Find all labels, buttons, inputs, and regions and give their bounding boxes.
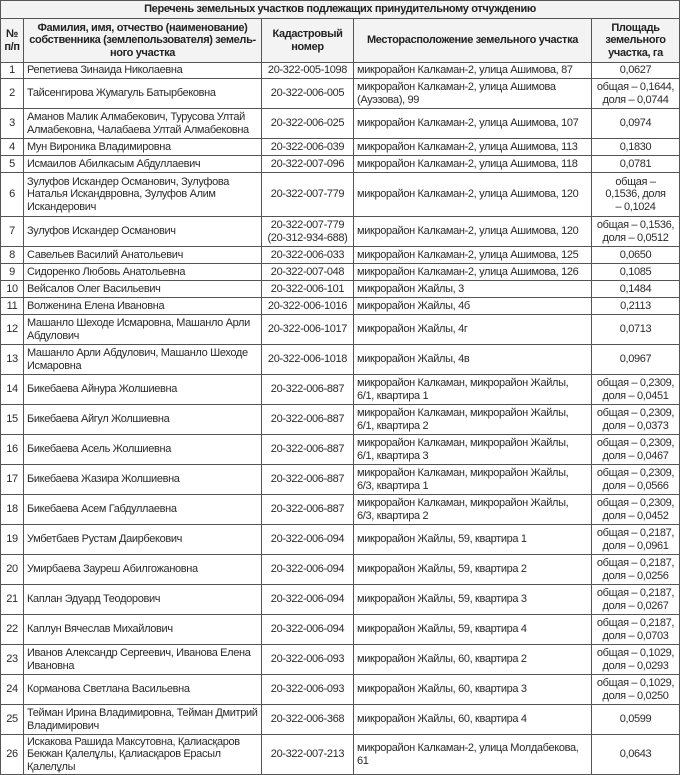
area-cell: общая – 0,1644, доля – 0,0744: [592, 79, 680, 109]
location-cell: микрорайон Калкаман-2, улица Ашимова, 125: [354, 247, 592, 264]
owner-cell: Вейсалов Олег Васильевич: [24, 281, 262, 298]
table-row: [1, 173, 680, 217]
owner-cell: Тайсенгирова Жумагуль Батырбековна: [24, 79, 262, 109]
row-number: 6: [1, 173, 24, 217]
location-cell: микрорайон Калкаман, микрорайон Жайлы, 6/3, квартира 2: [354, 495, 592, 525]
row-number: 26: [1, 735, 24, 775]
header-area: Площадь земельного участка, га: [592, 19, 680, 63]
location-cell: микрорайон Калкаман-2, улица Ашимова, 107: [354, 109, 592, 139]
row-number: 1: [1, 63, 24, 79]
row-number: 20: [1, 555, 24, 585]
location-cell: микрорайон Жайлы, 59, квартира 1: [354, 525, 592, 555]
row-number: 12: [1, 315, 24, 345]
row-number: 13: [1, 345, 24, 375]
location-cell: микрорайон Калкаман-2, улица Молдабекова, 61: [354, 735, 592, 775]
location-cell: микрорайон Жайлы, 60, квартира 4: [354, 705, 592, 735]
area-cell: общая – 0,2187, доля – 0,0703: [592, 615, 680, 645]
area-cell: 0,1085: [592, 264, 680, 281]
cadastral-cell: 20-322-006-094: [262, 555, 354, 585]
row-number: 2: [1, 79, 24, 109]
owner-cell: Искакова Рашида Максутовна, Қалиасқаров Бекжан Қалелұлы, Қалиасқаров Ерасыл Қалелұлы: [24, 735, 262, 775]
cadastral-cell: 20-322-006-094: [262, 525, 354, 555]
header-owner: Фамилия, имя, отчество (наименование) собственника (землепользователя) земель- ного участка: [24, 19, 262, 63]
area-cell: общая – 0,2309, доля – 0,0467: [592, 435, 680, 465]
cadastral-cell: 20-322-006-368: [262, 705, 354, 735]
row-number: 21: [1, 585, 24, 615]
row-number: 8: [1, 247, 24, 264]
location-cell: микрорайон Жайлы, 60, квартира 3: [354, 675, 592, 705]
location-cell: микрорайон Жайлы, 3: [354, 281, 592, 298]
location-cell: микрорайон Жайлы, 59, квартира 4: [354, 615, 592, 645]
row-number: 4: [1, 139, 24, 156]
owner-cell: Корманова Светлана Васильевна: [24, 675, 262, 705]
area-cell: общая – 0,1536, доля – 0,0512: [592, 217, 680, 247]
cadastral-cell: 20-322-006-005: [262, 79, 354, 109]
owner-cell: Зулуфов Искандер Османович: [24, 217, 262, 247]
location-cell: микрорайон Жайлы, 4г: [354, 315, 592, 345]
table-row: [1, 156, 680, 173]
row-number: 25: [1, 705, 24, 735]
area-cell: общая – 0,2187, доля – 0,0961: [592, 525, 680, 555]
row-number: 5: [1, 156, 24, 173]
owner-cell: Каплун Вячеслав Михайлович: [24, 615, 262, 645]
owner-cell: Умирбаева Зауреш Абилгожановна: [24, 555, 262, 585]
area-cell: 0,2113: [592, 298, 680, 315]
cadastral-cell: 20-322-006-1018: [262, 345, 354, 375]
owner-cell: Умбетбаев Рустам Даирбекович: [24, 525, 262, 555]
cadastral-cell: 20-322-006-887: [262, 465, 354, 495]
cadastral-cell: 20-322-006-039: [262, 139, 354, 156]
owner-cell: Каплан Эдуард Теодорович: [24, 585, 262, 615]
cadastral-cell: 20-322-006-093: [262, 645, 354, 675]
table-row: [1, 281, 680, 298]
owner-cell: Иванов Александр Сергеевич, Иванова Елена Ивановна: [24, 645, 262, 675]
table-row: [1, 109, 680, 139]
owner-cell: Сидоренко Любовь Анатольевна: [24, 264, 262, 281]
cadastral-cell: 20-322-006-887: [262, 405, 354, 435]
location-cell: микрорайон Жайлы, 59, квартира 3: [354, 585, 592, 615]
row-number: 24: [1, 675, 24, 705]
owner-cell: Бикебаева Асем Габдуллаевна: [24, 495, 262, 525]
area-cell: общая – 0,2309, доля – 0,0566: [592, 465, 680, 495]
row-number: 3: [1, 109, 24, 139]
location-cell: микрорайон Калкаман, микрорайон Жайлы, 6/1, квартира 1: [354, 375, 592, 405]
row-number: 11: [1, 298, 24, 315]
cadastral-cell: 20-322-006-093: [262, 675, 354, 705]
cadastral-cell: 20-322-006-033: [262, 247, 354, 264]
table-row: [1, 315, 680, 345]
header-location: Месторасположение земельного участка: [354, 19, 592, 63]
table-row: [1, 675, 680, 705]
owner-cell: Исмаилов Абилкасым Абдуллаевич: [24, 156, 262, 173]
owner-cell: Бикебаева Айнура Жолшиевна: [24, 375, 262, 405]
area-cell: общая – 0,2309, доля – 0,0451: [592, 375, 680, 405]
cadastral-cell: 20-322-007-048: [262, 264, 354, 281]
cadastral-cell: 20-322-006-094: [262, 585, 354, 615]
location-cell: микрорайон Калкаман-2, улица Ашимова, 126: [354, 264, 592, 281]
table-row: [1, 735, 680, 775]
location-cell: микрорайон Жайлы, 59, квартира 2: [354, 555, 592, 585]
table-row: [1, 435, 680, 465]
owner-cell: Мун Вироника Владимировна: [24, 139, 262, 156]
cadastral-cell: 20-322-006-887: [262, 375, 354, 405]
area-cell: 0,0967: [592, 345, 680, 375]
table-row: [1, 79, 680, 109]
location-cell: микрорайон Жайлы, 4в: [354, 345, 592, 375]
area-cell: общая – 0,1029, доля – 0,0293: [592, 645, 680, 675]
area-cell: 0,0974: [592, 109, 680, 139]
table-row: [1, 247, 680, 264]
header-num: № п/п: [1, 19, 24, 63]
table-row: [1, 63, 680, 79]
location-cell: микрорайон Калкаман-2, улица Ашимова, 87: [354, 63, 592, 79]
area-cell: 0,0627: [592, 63, 680, 79]
location-cell: микрорайон Калкаман-2, улица Ашимова, 120: [354, 217, 592, 247]
table-row: [1, 465, 680, 495]
cadastral-cell: 20-322-006-101: [262, 281, 354, 298]
table-row: [1, 495, 680, 525]
location-cell: микрорайон Калкаман-2, улица Ашимова (Ауэзова), 99: [354, 79, 592, 109]
table-row: [1, 555, 680, 585]
location-cell: микрорайон Калкаман-2, улица Ашимова, 113: [354, 139, 592, 156]
row-number: 23: [1, 645, 24, 675]
table-row: [1, 705, 680, 735]
table-title: Перечень земельных участков подлежащих принудительному отчуждению: [1, 1, 680, 19]
location-cell: микрорайон Калкаман, микрорайон Жайлы, 6/3, квартира 1: [354, 465, 592, 495]
table-row: [1, 405, 680, 435]
header-cadastral: Кадастровый номер: [262, 19, 354, 63]
table-row: [1, 217, 680, 247]
location-cell: микрорайон Калкаман-2, улица Ашимова, 118: [354, 156, 592, 173]
owner-cell: Аманов Малик Алмабекович, Турусова Ултай Алмабековна, Чалабаева Ултай Алмабековна: [24, 109, 262, 139]
row-number: 18: [1, 495, 24, 525]
cadastral-cell: 20-322-005-1098: [262, 63, 354, 79]
row-number: 15: [1, 405, 24, 435]
row-number: 10: [1, 281, 24, 298]
table-row: [1, 345, 680, 375]
owner-cell: Зулуфов Искандер Османович, Зулуфова Наталья Искандвровна, Зулуфов Алим Искандерович: [24, 173, 262, 217]
area-cell: общая – 0,2187, доля – 0,0267: [592, 585, 680, 615]
owner-cell: Машанло Арли Абдулович, Машанло Шеходе Исмаровна: [24, 345, 262, 375]
row-number: 7: [1, 217, 24, 247]
area-cell: общая – 0,1029, доля – 0,0250: [592, 675, 680, 705]
location-cell: микрорайон Жайлы, 4б: [354, 298, 592, 315]
area-cell: общая – 0,2309, доля – 0,0373: [592, 405, 680, 435]
cadastral-cell: 20-322-006-1017: [262, 315, 354, 345]
owner-cell: Савельев Василий Анатольевич: [24, 247, 262, 264]
table-row: [1, 375, 680, 405]
cadastral-cell: 20-322-006-1016: [262, 298, 354, 315]
table-row: [1, 585, 680, 615]
owner-cell: Репетиева Зинаида Николаевна: [24, 63, 262, 79]
row-number: 16: [1, 435, 24, 465]
area-cell: 0,0650: [592, 247, 680, 264]
owner-cell: Бикебаева Жазира Жолшиевна: [24, 465, 262, 495]
location-cell: микрорайон Калкаман, микрорайон Жайлы, 6/1, квартира 3: [354, 435, 592, 465]
location-cell: микрорайон Калкаман, микрорайон Жайлы, 6/1, квартира 2: [354, 405, 592, 435]
owner-cell: Волженина Елена Ивановна: [24, 298, 262, 315]
owner-cell: Тейман Ирина Владимировна, Тейман Дмитрий Владимирович: [24, 705, 262, 735]
area-cell: 0,0599: [592, 705, 680, 735]
area-cell: 0,0713: [592, 315, 680, 345]
area-cell: 0,1830: [592, 139, 680, 156]
row-number: 22: [1, 615, 24, 645]
area-cell: общая – 0,1536, доля – 0,1024: [592, 173, 680, 217]
cadastral-cell: 20-322-007-779 (20-312-934-688): [262, 217, 354, 247]
cadastral-cell: 20-322-006-025: [262, 109, 354, 139]
table-row: [1, 615, 680, 645]
cadastral-cell: 20-322-007-213: [262, 735, 354, 775]
owner-cell: Бикебаева Асель Жолшиевна: [24, 435, 262, 465]
table-row: [1, 264, 680, 281]
cadastral-cell: 20-322-006-094: [262, 615, 354, 645]
area-cell: 0,1484: [592, 281, 680, 298]
table-row: [1, 525, 680, 555]
table-row: [1, 645, 680, 675]
location-cell: микрорайон Калкаман-2, улица Ашимова, 120: [354, 173, 592, 217]
cadastral-cell: 20-322-007-779: [262, 173, 354, 217]
cadastral-cell: 20-322-006-887: [262, 435, 354, 465]
owner-cell: Бикебаева Айгул Жолшиевна: [24, 405, 262, 435]
row-number: 19: [1, 525, 24, 555]
row-number: 14: [1, 375, 24, 405]
table-row: [1, 139, 680, 156]
cadastral-cell: 20-322-007-096: [262, 156, 354, 173]
row-number: 9: [1, 264, 24, 281]
row-number: 17: [1, 465, 24, 495]
area-cell: 0,0643: [592, 735, 680, 775]
area-cell: общая – 0,2309, доля – 0,0452: [592, 495, 680, 525]
table-row: [1, 298, 680, 315]
cadastral-cell: 20-322-006-887: [262, 495, 354, 525]
area-cell: 0,0781: [592, 156, 680, 173]
area-cell: общая – 0,2187, доля – 0,0256: [592, 555, 680, 585]
owner-cell: Машанло Шеходе Исмаровна, Машанло Арли Абдулович: [24, 315, 262, 345]
location-cell: микрорайон Жайлы, 60, квартира 2: [354, 645, 592, 675]
